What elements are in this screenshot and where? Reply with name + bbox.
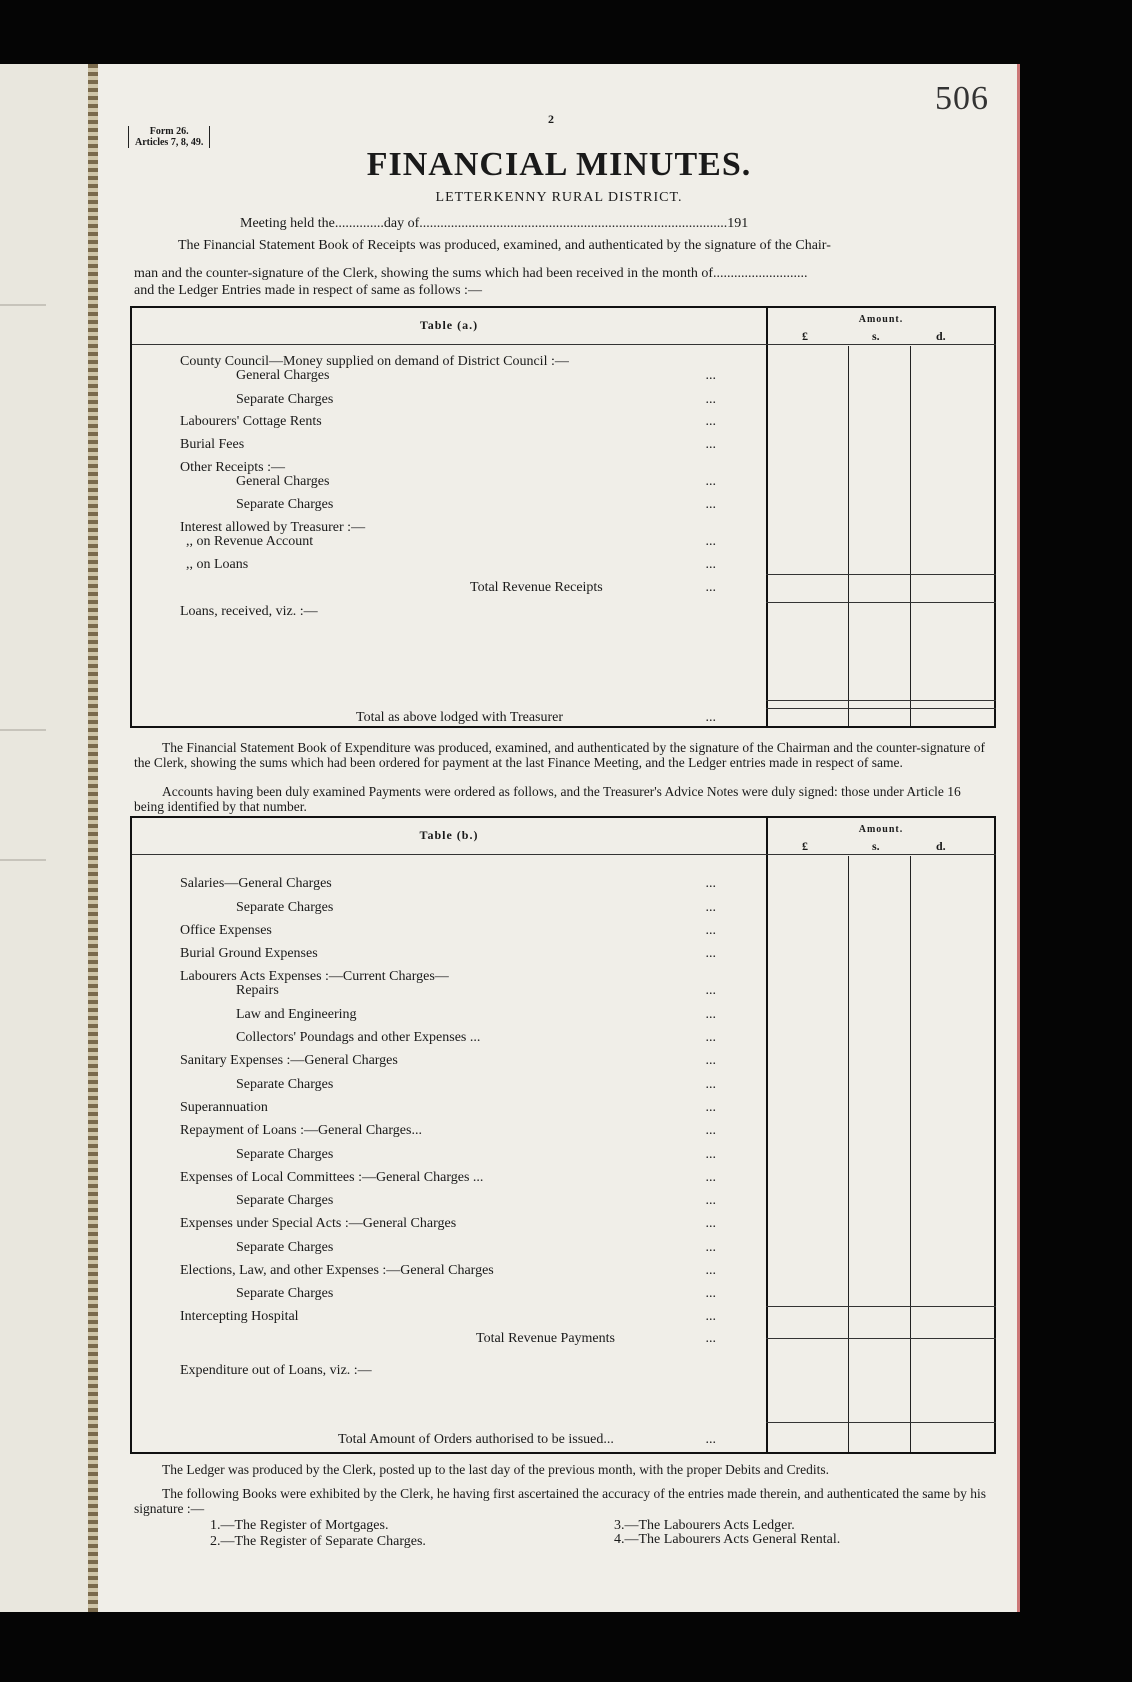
row-label: Salaries—General Charges	[180, 876, 332, 891]
leader-dots: ...	[705, 1077, 716, 1092]
row-label: Total as above lodged with Treasurer	[356, 710, 564, 725]
row-label: General Charges	[236, 368, 330, 383]
pence-header: d.	[936, 839, 946, 853]
table-b-row	[180, 1123, 716, 1139]
row-label: Intercepting Hospital	[180, 1309, 299, 1324]
leader-dots: ...	[705, 1240, 716, 1255]
leader-dots: ...	[705, 414, 716, 429]
pound-header: £	[802, 839, 808, 853]
row-label: Separate Charges	[236, 392, 334, 407]
book-binding	[88, 64, 98, 1612]
row-label: Separate Charges	[236, 1240, 334, 1255]
row-label: Labourers' Cottage Rents	[180, 414, 322, 429]
row-label: County Council—Money supplied on demand of District Council :—	[180, 354, 569, 369]
leader-dots: ...	[705, 1100, 716, 1115]
intro-line-1: The Financial Statement Book of Receipts was produced, examined, and authenticated by the signature of the Chair-	[178, 238, 831, 253]
row-label: Separate Charges	[236, 1077, 334, 1092]
header-rule	[766, 344, 996, 345]
expenditure-paragraph-2: Accounts having been duly examined Payments were ordered as follows, and the Treasurer's Advice Notes were duly signed: those under Article 16 being identified by that number.	[134, 784, 961, 814]
table-b-row	[236, 1147, 716, 1163]
row-label: Sanitary Expenses :—General Charges	[180, 1053, 398, 1068]
page-title: FINANCIAL MINUTES.	[366, 146, 752, 183]
table-b-title: Table (b.)	[419, 828, 479, 842]
leader-dots: ...	[705, 580, 716, 595]
page-number: 506	[935, 80, 989, 117]
header-rule	[132, 344, 766, 345]
row-label: Interest allowed by Treasurer :—	[180, 520, 366, 535]
table-a-row	[236, 368, 716, 384]
leader-dots: ...	[705, 983, 716, 998]
leader-dots: ...	[705, 1193, 716, 1208]
row-label: Office Expenses	[180, 923, 272, 938]
facing-rule	[0, 304, 46, 306]
leader-dots: ...	[705, 557, 716, 572]
row-label: Separate Charges	[236, 497, 334, 512]
shillings-divider	[848, 346, 849, 726]
total-rule	[766, 700, 996, 701]
leader-dots: ...	[705, 923, 716, 938]
meeting-line: Meeting held the..............day of........................................................................................191	[240, 216, 749, 231]
row-label: Other Receipts :—	[180, 460, 285, 475]
table-b	[130, 816, 996, 1454]
total-rule	[766, 1338, 996, 1339]
row-label: Burial Ground Expenses	[180, 946, 318, 961]
leader-dots: ...	[705, 437, 716, 452]
row-label: ,, on Loans	[186, 557, 249, 572]
table-a-row	[180, 604, 716, 620]
total-rule	[766, 1306, 996, 1307]
book-item-4: 4.—The Labourers Acts General Rental.	[614, 1532, 841, 1547]
leader-dots: ...	[705, 368, 716, 383]
total-rule	[766, 574, 996, 575]
leader-dots: ...	[705, 392, 716, 407]
row-label: Repayment of Loans :—General Charges...	[180, 1123, 422, 1138]
total-rule	[766, 602, 996, 603]
facing-rule	[0, 859, 46, 861]
table-b-row	[180, 1100, 716, 1116]
facing-rule	[0, 729, 46, 731]
expenditure-paragraph-1: The Financial Statement Book of Expenditure was produced, examined, and authenticated by the signature of the Chairman and the counter-signature of the Clerk, showing the sums which had been ordered for payment at the last Finance Meeting, and the Ledger entries made in respect of same.	[134, 740, 985, 770]
leader-dots: ...	[705, 1286, 716, 1301]
row-label: Total Revenue Receipts	[470, 580, 603, 595]
table-b-row	[476, 1331, 716, 1347]
leader-dots: ...	[705, 1170, 716, 1185]
leader-dots: ...	[705, 946, 716, 961]
table-b-row	[180, 923, 716, 939]
row-label: General Charges	[236, 474, 330, 489]
form-reference	[128, 126, 210, 148]
leader-dots: ...	[705, 1053, 716, 1068]
leader-dots: ...	[705, 710, 716, 725]
leader-dots: ...	[705, 497, 716, 512]
leader-dots: ...	[705, 1432, 716, 1447]
amount-divider	[766, 308, 768, 726]
shillings-divider	[848, 856, 849, 1452]
ledger-paragraph: The Ledger was produced by the Clerk, posted up to the last day of the previous month, with the proper Debits and Credits.	[162, 1462, 829, 1477]
table-a	[130, 306, 996, 728]
table-b-row	[180, 1216, 716, 1232]
table-a-row	[236, 474, 716, 490]
header-rule	[132, 854, 766, 855]
row-label: Loans, received, viz. :—	[180, 604, 318, 619]
row-label: Repairs	[236, 983, 279, 998]
leader-dots: ...	[705, 876, 716, 891]
table-b-row	[180, 1363, 716, 1379]
row-label: Superannuation	[180, 1100, 268, 1115]
book-item-1: 1.—The Register of Mortgages.	[210, 1518, 389, 1533]
leader-dots: ...	[705, 1331, 716, 1346]
row-label: Separate Charges	[236, 1147, 334, 1162]
table-b-row	[236, 1077, 716, 1093]
form-number: Form 26.	[149, 126, 189, 137]
table-b-row	[236, 1007, 716, 1023]
table-a-title: Table (a.)	[419, 318, 479, 332]
ledger-page	[98, 64, 1020, 1612]
row-label: Labourers Acts Expenses :—Current Charges—	[180, 969, 449, 984]
row-label: Expenditure out of Loans, viz. :—	[180, 1363, 372, 1378]
row-label: Expenses under Special Acts :—General Charges	[180, 1216, 457, 1231]
row-label: Burial Fees	[180, 437, 245, 452]
table-b-row	[236, 900, 716, 916]
table-b-row	[236, 1286, 716, 1302]
amount-header: Amount.	[858, 314, 904, 325]
pound-header: £	[802, 329, 808, 343]
header-rule	[766, 854, 996, 855]
book-item-3: 3.—The Labourers Acts Ledger.	[614, 1518, 795, 1533]
intro-line-2: man and the counter-signature of the Clerk, showing the sums which had been received in the month of...........................	[134, 266, 808, 281]
leader-dots: ...	[705, 900, 716, 915]
leader-dots: ...	[705, 1216, 716, 1231]
pence-divider	[910, 856, 911, 1452]
sheet-number: 2	[548, 112, 554, 126]
amount-divider	[766, 818, 768, 1452]
facing-page	[0, 64, 92, 1612]
table-b-row	[338, 1432, 716, 1448]
table-a-row	[186, 534, 716, 550]
leader-dots: ...	[705, 1123, 716, 1138]
table-a-row	[236, 392, 716, 408]
leader-dots: ...	[705, 1030, 716, 1045]
total-rule	[766, 708, 996, 709]
table-b-row	[180, 1053, 716, 1069]
row-label: Separate Charges	[236, 1286, 334, 1301]
table-a-row	[180, 414, 716, 430]
shilling-header: s.	[872, 329, 880, 343]
table-b-row	[236, 1030, 716, 1046]
leader-dots: ...	[705, 1309, 716, 1324]
table-a-row	[186, 557, 716, 573]
shilling-header: s.	[872, 839, 880, 853]
form-articles: Articles 7, 8, 49.	[135, 137, 204, 148]
table-b-row	[236, 983, 716, 999]
amount-header: Amount.	[858, 824, 904, 835]
row-label: ,, on Revenue Account	[186, 534, 314, 549]
row-label: Expenses of Local Committees :—General Charges ...	[180, 1170, 484, 1185]
pence-divider	[910, 346, 911, 726]
table-a-row	[356, 710, 716, 726]
row-label: Collectors' Poundags and other Expenses ...	[236, 1030, 481, 1045]
table-b-row	[236, 1240, 716, 1256]
table-a-row	[470, 580, 716, 596]
table-b-row	[236, 1193, 716, 1209]
row-label: Total Amount of Orders authorised to be issued...	[338, 1432, 614, 1447]
table-b-row	[180, 1263, 716, 1279]
row-label: Law and Engineering	[236, 1007, 357, 1022]
table-b-row	[180, 946, 716, 962]
district-name: LETTERKENNY RURAL DISTRICT.	[435, 190, 683, 205]
row-label: Separate Charges	[236, 900, 334, 915]
total-rule	[766, 1422, 996, 1423]
leader-dots: ...	[705, 1147, 716, 1162]
table-b-row	[180, 876, 716, 892]
row-label: Separate Charges	[236, 1193, 334, 1208]
table-a-row	[180, 437, 716, 453]
row-label: Total Revenue Payments	[476, 1331, 615, 1346]
intro-line-3: and the Ledger Entries made in respect of same as follows :—	[134, 283, 482, 298]
table-b-row	[180, 1309, 716, 1325]
books-paragraph: The following Books were exhibited by the Clerk, he having first ascertained the accuracy of the entries made therein, and authenticated the same by his signature :—	[134, 1486, 986, 1516]
row-label: Elections, Law, and other Expenses :—General Charges	[180, 1263, 494, 1278]
book-item-2: 2.—The Register of Separate Charges.	[210, 1534, 426, 1549]
leader-dots: ...	[705, 1263, 716, 1278]
leader-dots: ...	[705, 534, 716, 549]
table-a-row	[236, 497, 716, 513]
leader-dots: ...	[705, 1007, 716, 1022]
leader-dots: ...	[705, 474, 716, 489]
table-b-row	[180, 1170, 716, 1186]
pence-header: d.	[936, 329, 946, 343]
